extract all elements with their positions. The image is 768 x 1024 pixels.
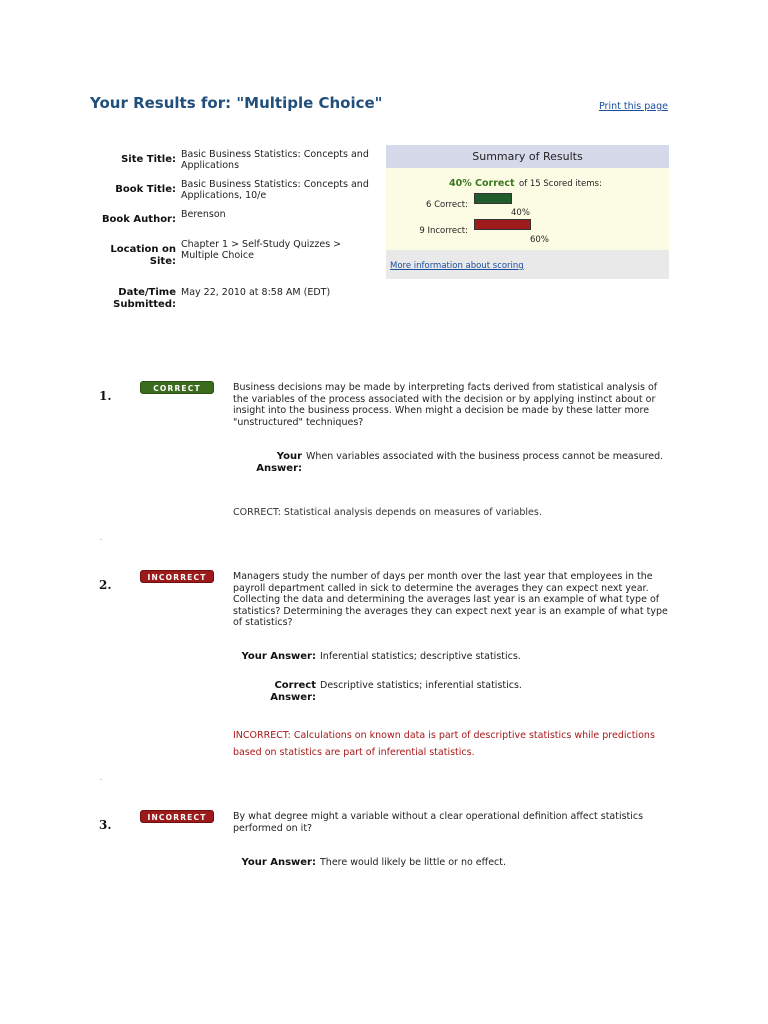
scored-items-text: of 15 Scored items: [519,179,602,189]
datetime-label: Date/Time Submitted: [113,287,176,310]
location-value: Chapter 1 > Self-Study Quizzes > Multiple Choice [181,239,342,261]
question-text: Managers study the number of days per month over the last year that employees in the payroll department called in sick to determine the averages they can expect next year. Collecting the data and determining the averages last year is an example of what type of statistics? Determining the averages they can expect next year is an example of what type of statistics? [233,571,668,628]
summary-of-results-panel [386,145,669,279]
question-number: 3. [99,818,112,832]
datetime-value: May 22, 2010 at 8:58 AM (EDT) [181,287,331,298]
book-author-label: Book Author: [101,214,176,225]
incorrect-badge: INCORRECT [140,570,214,583]
percent-correct: 40% Correct [449,178,515,189]
incorrect-count-label: 9 Incorrect: [419,226,468,236]
your-answer-label: Your Answer: [241,651,316,662]
book-title-label: Book Title: [115,184,176,195]
correct-count-label: 6 Correct: [426,200,468,210]
location-label: Location on Site: [110,244,176,267]
question-text: Business decisions may be made by interpreting facts derived from statistical analysis of the variables of the process associated with the decision or by applying instinct about or insight into the business process. When might a decision be made by these latter more "unstructured" techniques? [233,382,658,428]
your-answer-label: Your Answer: [241,857,316,868]
incorrect-percent: 60% [530,235,549,245]
page-title: Your Results for: "Multiple Choice" [90,94,383,112]
correct-answer-text: Descriptive statistics; inferential statistics. [320,680,522,691]
incorrect-bar [474,219,531,230]
your-answer-text: When variables associated with the business process cannot be measured. [306,451,664,462]
question-number: 2. [99,578,112,592]
separator-dot [100,779,102,780]
your-answer-text: There would likely be little or no effect. [320,857,507,868]
correct-percent: 40% [511,208,530,218]
your-answer-text: Inferential statistics; descriptive statistics. [320,651,521,662]
book-title-value: Basic Business Statistics: Concepts and Applications, 10/e [181,179,369,201]
your-answer-label: Your Answer: [256,451,302,474]
site-title-value: Basic Business Statistics: Concepts and Applications [181,149,369,171]
question-text: By what degree might a variable without a clear operational definition affect statistics performed on it? [233,811,644,834]
summary-header: Summary of Results [386,145,669,168]
book-author-value: Berenson [181,209,226,220]
summary-body [386,168,669,250]
print-page-link[interactable]: Print this page [599,101,668,112]
question-number: 1. [99,389,112,403]
feedback-text: CORRECT: Statistical analysis depends on measures of variables. [233,507,542,518]
more-info-scoring-link[interactable]: More information about scoring [390,261,524,271]
correct-badge: CORRECT [140,381,214,394]
feedback-text: INCORRECT: Calculations on known data is part of descriptive statistics while predictions based on statistics are part of inferential statistics. [233,730,655,758]
separator-dot [100,539,102,540]
correct-bar [474,193,512,204]
site-title-label: Site Title: [121,154,176,165]
incorrect-badge: INCORRECT [140,810,214,823]
correct-answer-label: Correct Answer: [270,680,316,703]
